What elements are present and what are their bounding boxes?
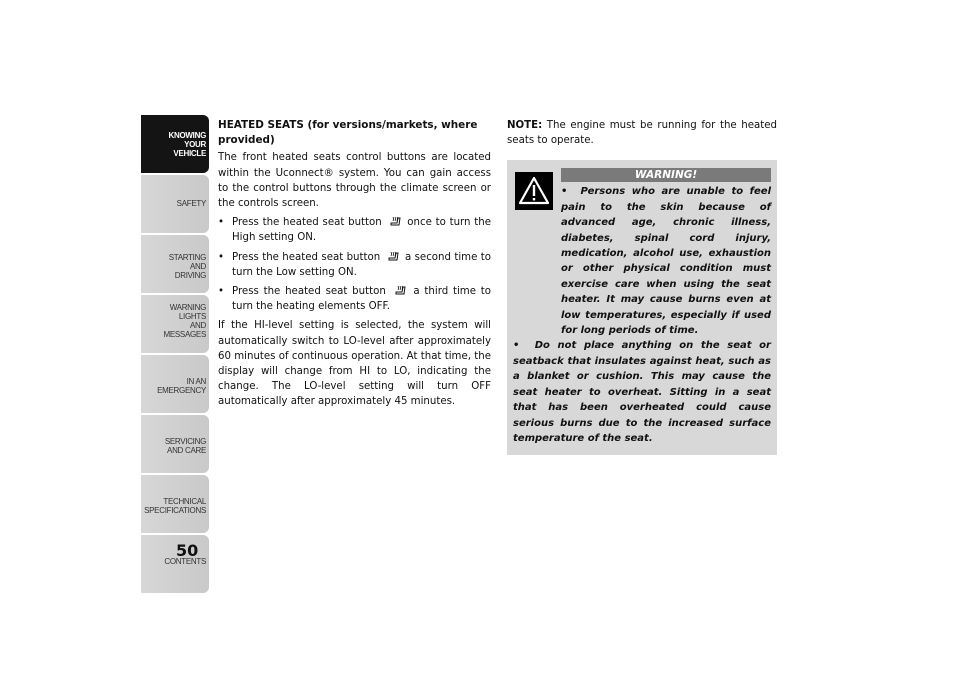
warning-box — [507, 160, 777, 455]
bullet: • — [218, 286, 225, 298]
warning-item: • Persons who are unable to feel pain to the skin because of advanced age, chronic illness, diabetes, spinal cord injury, medication, alcohol use, exhaustion or other physical condition must exercise care when using the seat heater. It may cause burns even at low temperatures, especially if used for long periods of time. — [561, 186, 771, 337]
right-column — [507, 118, 777, 455]
tab-contents[interactable]: CONTENTS — [141, 535, 209, 593]
warning-triangle-icon — [515, 172, 553, 210]
list-item — [218, 284, 491, 314]
list-item — [218, 215, 491, 245]
note — [507, 118, 777, 148]
warning-item-text: Do not place anything on the seat or seatback that insulates against heat, such as a blanket or cushion. This may cause the seat heater to overheat. Sitting in a seat that has been overheated could cause serious burns due to the increased surface temperature of the seat. — [513, 340, 771, 444]
note-label: NOTE: — [507, 120, 543, 131]
page-number: 50 — [176, 541, 199, 560]
heated-seats-section — [218, 118, 491, 410]
warning-title: WARNING! — [561, 168, 771, 182]
section-heading: HEATED SEATS (for versions/markets, where provided) — [218, 119, 478, 147]
heated-seat-icon — [393, 284, 407, 296]
note-text: The engine must be running for the heated seats to operate. — [507, 120, 777, 147]
tab-servicing-and-care[interactable]: SERVICING AND CARE — [141, 415, 209, 473]
tab-warning-lights-and-messages[interactable]: WARNING LIGHTS AND MESSAGES — [141, 295, 209, 353]
heated-seat-icon — [386, 250, 400, 262]
tab-safety[interactable]: SAFETY — [141, 175, 209, 233]
bullet: • — [218, 251, 225, 263]
list-item-text-after: a third time to turn the heating elements OFF. — [232, 286, 491, 313]
section-closing: If the HI-level setting is selected, the system will automatically switch to LO-level after approximately 60 minutes of continuous operation. At that time, the display will change from HI to LO, indicating the change. The LO-level setting will turn OFF automatically after approximately 45 minutes. — [218, 320, 491, 408]
warning-item: • Do not place anything on the seat or seatback that insulates against heat, such as a blanket or cushion. This may cause the seat heater to overheat. Sitting in a seat that has been overheated could cause serious burns due to the increased surface temperature of the seat. — [513, 340, 771, 444]
section-intro: The front heated seats control buttons are located within the Uconnect® system. You can gain access to the control buttons through the climate screen or the controls screen. — [218, 152, 491, 210]
bullet: • — [218, 217, 225, 229]
tab-in-an-emergency[interactable]: IN AN EMERGENCY — [141, 355, 209, 413]
list-item-text-before: Press the heated seat button — [232, 286, 386, 298]
list-item-text-after: a second time to turn the Low setting ON. — [232, 251, 491, 278]
instruction-list — [218, 215, 491, 314]
chapter-tabs — [141, 115, 209, 595]
warning-text — [513, 184, 771, 446]
list-item-text-after: once to turn the High setting ON. — [232, 217, 492, 244]
list-item — [218, 250, 491, 280]
heated-seat-icon — [388, 215, 402, 227]
list-item-text-before: Press the heated seat button — [232, 251, 381, 263]
tab-technical-specifications[interactable]: TECHNICAL SPECIFICATIONS — [141, 475, 209, 533]
list-item-text-before: Press the heated seat button — [232, 217, 382, 229]
tab-starting-and-driving[interactable]: STARTING AND DRIVING — [141, 235, 209, 293]
warning-item-text: Persons who are unable to feel pain to the skin because of advanced age, chronic illness, diabetes, spinal cord injury, medication, alcohol use, exhaustion or other physical condition must exercise care when using the seat heater. It may cause burns even at low temperatures, especially if used for long periods of time. — [561, 186, 771, 337]
tab-knowing-your-vehicle[interactable]: KNOWING YOUR VEHICLE — [141, 115, 209, 173]
